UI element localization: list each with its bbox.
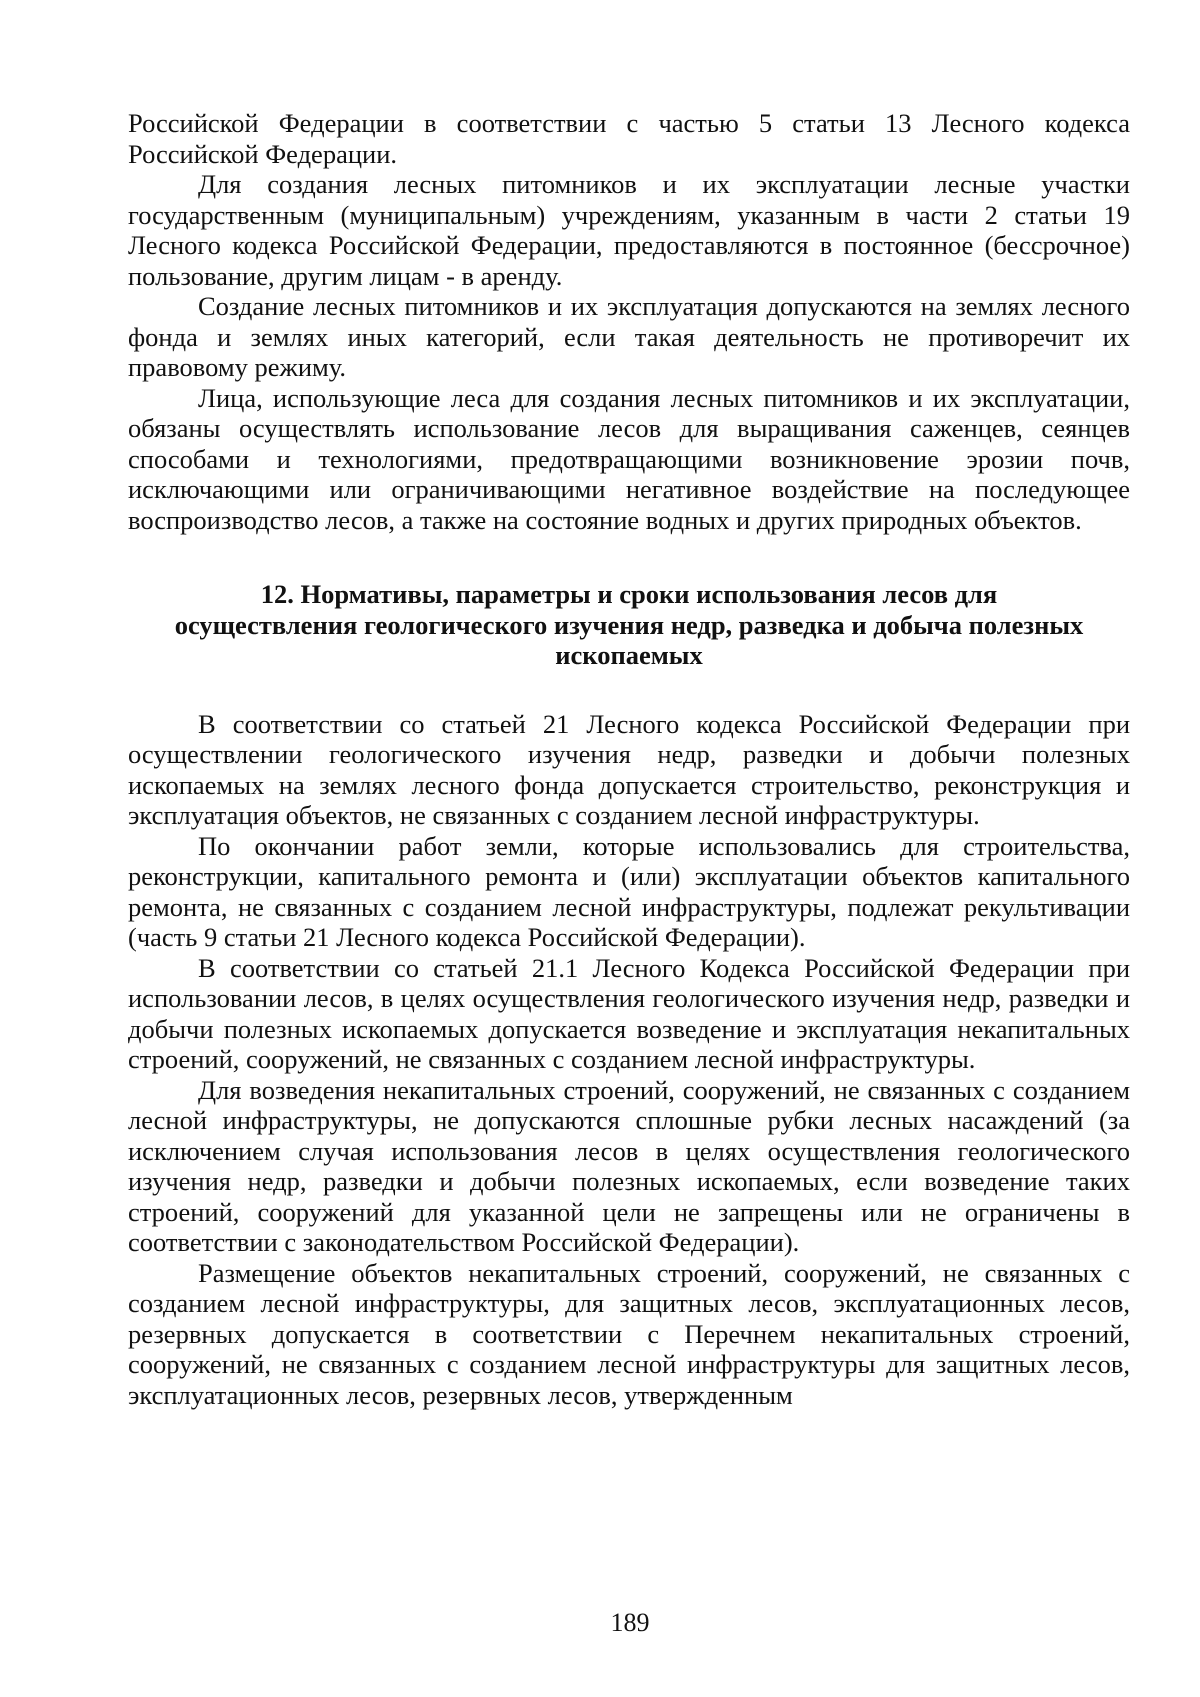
section-heading-line-3: ископаемых (555, 640, 703, 670)
page-number: 189 (610, 1608, 650, 1637)
paragraph-placement-list: Размещение объектов некапитальных строений, сооружений, не связанных с созданием лесной инфраструктуры, для защитных лесов, эксплуатационных лесов, резервных допускается в соответствии с Перечнем некапитальных строений, сооружений, не связанных с созданием лесной инфраструктуры для защитных лесов, эксплуатационных лесов, резервных лесов, утвержденным (128, 1257, 1130, 1410)
paragraph-article-21-1: В соответствии со статьей 21.1 Лесного Кодекса Российской Федерации при использовании лесов, в целях осуществления геологического изучения недр, разведки и добычи полезных ископаемых допускается возведение и эксплуатация некапитальных строений, сооружений, не связанных с созданием лесной инфраструктуры. (128, 952, 1130, 1074)
paragraph-nursery-obligations: Лица, использующие леса для создания лесных питомников и их эксплуатации, обязаны осуществлять использование лесов для выращивания саженцев, сеянцев способами и технологиями, предотвращающими возникновение эрозии почв, исключающими или ограничивающими негативное воздействие на последующее воспроизводство лесов, а также на состояние водных и других природных объектов. (128, 382, 1130, 535)
paragraph-article-21: В соответствии со статьей 21 Лесного кодекса Российской Федерации при осуществлении геологического изучения недр, разведки и добычи полезных ископаемых на землях лесного фонда допускается строительство, реконструкция и эксплуатация объектов, не связанных с созданием лесной инфраструктуры. (128, 708, 1130, 830)
section-heading (128, 579, 1130, 671)
paragraph-nursery-land-categories: Создание лесных питомников и их эксплуатация допускаются на землях лесного фонда и землях иных категорий, если такая деятельность не противоречит их правовому режиму. (128, 291, 1130, 382)
paragraph-clear-cutting: Для возведения некапитальных строений, сооружений, не связанных с созданием лесной инфраструктуры, не допускаются сплошные рубки лесных насаждений (за исключением случая использования лесов в целях осуществления геологического изучения недр, разведки и добычи полезных ископаемых, если возведение таких строений, сооружений для указанной цели не запрещены или не ограничены в соответствии с законодательством Российской Федерации). (128, 1074, 1130, 1257)
section-heading-line-1: 12. Нормативы, параметры и сроки использования лесов для (260, 579, 998, 609)
paragraph-recultivation: По окончании работ земли, которые использовались для строительства, реконструкции, капитального ремонта и (или) эксплуатации объектов капитального ремонта, не связанных с созданием лесной инфраструктуры, подлежат рекультивации (часть 9 статьи 21 Лесного кодекса Российской Федерации). (128, 830, 1130, 952)
section-heading-line-2: осуществления геологического изучения недр, разведка и добыча полезных (174, 609, 1084, 640)
document-page (128, 108, 1130, 1410)
paragraph-continuation: Российской Федерации в соответствии с частью 5 статьи 13 Лесного кодекса Российской Федерации. (128, 108, 1130, 169)
paragraph-nursery-land-provision: Для создания лесных питомников и их эксплуатации лесные участки государственным (муниципальным) учреждениям, указанным в части 2 статьи 19 Лесного кодекса Российской Федерации, предоставляются в постоянное (бессрочное) пользование, другим лицам - в аренду. (128, 169, 1130, 291)
